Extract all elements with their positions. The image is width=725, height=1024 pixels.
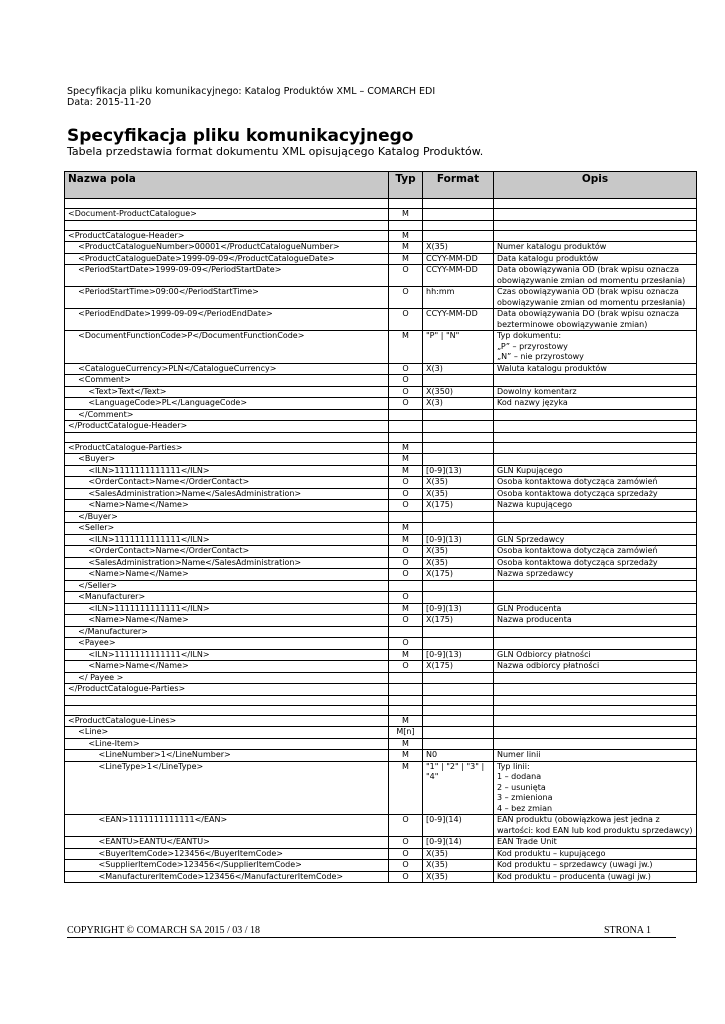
cell-type: [389, 684, 423, 696]
cell-description: [494, 432, 697, 442]
cell-field-name: <Seller>: [65, 523, 389, 535]
cell-type: O: [389, 375, 423, 387]
cell-field-name: </ Payee >: [65, 672, 389, 684]
cell-field-name: <ProductCatalogueDate>1999-09-09</ProductCatalogueDate>: [65, 253, 389, 265]
cell-format: [423, 727, 494, 739]
cell-format: [0-9](14): [423, 815, 494, 837]
cell-field-name: <CatalogueCurrency>PLN</CatalogueCurrency>: [65, 363, 389, 375]
cell-type: O: [389, 398, 423, 410]
cell-description: EAN produktu (obowiązkowa jest jedna z wartości: kod EAN lub kod produktu sprzedawcy): [494, 815, 697, 837]
cell-type: M: [389, 454, 423, 466]
cell-type: M[n]: [389, 727, 423, 739]
table-row: [65, 230, 697, 242]
cell-type: M: [389, 331, 423, 364]
cell-format: [423, 626, 494, 638]
table-row: [65, 209, 697, 221]
table-row: [65, 715, 697, 727]
cell-description: Nazwa producenta: [494, 615, 697, 627]
cell-format: hh:mm: [423, 287, 494, 309]
cell-format: [423, 199, 494, 209]
cell-description: Osoba kontaktowa dotycząca zamówień: [494, 546, 697, 558]
cell-format: [423, 695, 494, 705]
cell-description: Data katalogu produktów: [494, 253, 697, 265]
table-row: [65, 421, 697, 433]
cell-field-name: <PeriodStartDate>1999-09-09</PeriodStartDate>: [65, 265, 389, 287]
cell-type: M: [389, 230, 423, 242]
cell-description: Data obowiązywania OD (brak wpisu oznacza obowiązywanie zmian od momentu przesłania): [494, 265, 697, 287]
table-row: [65, 661, 697, 673]
cell-type: [389, 199, 423, 209]
cell-format: X(3): [423, 363, 494, 375]
cell-format: [0-9](13): [423, 603, 494, 615]
cell-format: X(175): [423, 661, 494, 673]
table-row: [65, 477, 697, 489]
cell-type: [389, 421, 423, 433]
document-header: [67, 86, 435, 108]
cell-type: M: [389, 715, 423, 727]
cell-type: M: [389, 253, 423, 265]
cell-type: [389, 580, 423, 592]
cell-format: [423, 715, 494, 727]
table-row: [65, 727, 697, 739]
cell-type: M: [389, 209, 423, 221]
table-row: [65, 363, 697, 375]
cell-type: O: [389, 488, 423, 500]
cell-field-name: <Comment>: [65, 375, 389, 387]
table-row: [65, 199, 697, 209]
table-row: [65, 603, 697, 615]
cell-type: O: [389, 363, 423, 375]
cell-format: [423, 209, 494, 221]
table-row: [65, 626, 697, 638]
cell-description: Typ dokumentu: „P” – przyrostowy „N” – nie przyrostowy: [494, 331, 697, 364]
table-row: [65, 375, 697, 387]
table-header-row: [65, 172, 697, 199]
table-row: [65, 432, 697, 442]
cell-format: [423, 580, 494, 592]
cell-description: [494, 454, 697, 466]
cell-type: O: [389, 546, 423, 558]
cell-format: X(35): [423, 488, 494, 500]
cell-description: Nazwa kupującego: [494, 500, 697, 512]
column-header-type: Typ: [389, 172, 423, 199]
cell-field-name: <ProductCatalogue-Header>: [65, 230, 389, 242]
cell-field-name: <ILN>1111111111111</ILN>: [65, 534, 389, 546]
cell-description: Dowolny komentarz: [494, 386, 697, 398]
page-title: Specyfikacja pliku komunikacyjnego: [67, 126, 414, 146]
cell-type: M: [389, 603, 423, 615]
cell-description: [494, 442, 697, 454]
cell-field-name: <Manufacturer>: [65, 592, 389, 604]
cell-format: "1" | "2" | "3" | "4": [423, 761, 494, 815]
table-row: [65, 837, 697, 849]
table-row: [65, 534, 697, 546]
cell-description: [494, 727, 697, 739]
cell-format: [423, 592, 494, 604]
cell-description: Data obowiązywania DO (brak wpisu oznacza bezterminowe obowiązywanie zmian): [494, 309, 697, 331]
cell-type: M: [389, 738, 423, 750]
cell-format: [0-9](14): [423, 837, 494, 849]
cell-description: Kod nazwy języka: [494, 398, 697, 410]
cell-format: X(3): [423, 398, 494, 410]
column-header-description: Opis: [494, 172, 697, 199]
cell-format: X(175): [423, 615, 494, 627]
cell-field-name: </Buyer>: [65, 511, 389, 523]
cell-format: [423, 511, 494, 523]
cell-format: [423, 421, 494, 433]
page-subtitle: Tabela przedstawia format dokumentu XML opisującego Katalog Produktów.: [67, 145, 484, 158]
cell-format: [423, 375, 494, 387]
cell-description: Czas obowiązywania OD (brak wpisu oznacza obowiązywanie zmian od momentu przesłania): [494, 287, 697, 309]
cell-type: M: [389, 649, 423, 661]
cell-format: [423, 638, 494, 650]
table-row: [65, 815, 697, 837]
cell-format: [423, 409, 494, 421]
cell-type: O: [389, 661, 423, 673]
cell-description: GLN Odbiorcy płatności: [494, 649, 697, 661]
cell-field-name: <Payee>: [65, 638, 389, 650]
cell-field-name: <PeriodEndDate>1999-09-09</PeriodEndDate>: [65, 309, 389, 331]
cell-format: CCYY-MM-DD: [423, 309, 494, 331]
cell-field-name: <ILN>1111111111111</ILN>: [65, 603, 389, 615]
table-row: [65, 750, 697, 762]
cell-description: GLN Producenta: [494, 603, 697, 615]
cell-type: O: [389, 287, 423, 309]
cell-description: [494, 684, 697, 696]
cell-description: Kod produktu – kupującego: [494, 848, 697, 860]
table-row: [65, 253, 697, 265]
cell-field-name: <Name>Name</Name>: [65, 500, 389, 512]
table-row: [65, 615, 697, 627]
footer-copyright: COPYRIGHT © COMARCH SA 2015 / 03 / 18: [67, 925, 260, 936]
cell-field-name: <SalesAdministration>Name</SalesAdministration>: [65, 488, 389, 500]
cell-format: CCYY-MM-DD: [423, 265, 494, 287]
cell-description: [494, 626, 697, 638]
cell-field-name: <Text>Text</Text>: [65, 386, 389, 398]
cell-description: Nazwa sprzedawcy: [494, 569, 697, 581]
cell-format: X(350): [423, 386, 494, 398]
table-row: [65, 695, 697, 705]
footer-page-number: STRONA 1: [604, 925, 651, 936]
cell-field-name: [65, 695, 389, 705]
cell-type: M: [389, 750, 423, 762]
cell-field-name: [65, 220, 389, 230]
table-row: [65, 331, 697, 364]
cell-description: [494, 672, 697, 684]
cell-type: O: [389, 500, 423, 512]
cell-format: [0-9](13): [423, 534, 494, 546]
cell-type: [389, 695, 423, 705]
cell-type: [389, 705, 423, 715]
column-header-name: Nazwa pola: [65, 172, 389, 199]
table-row: [65, 500, 697, 512]
table-row: [65, 848, 697, 860]
cell-type: O: [389, 848, 423, 860]
cell-type: O: [389, 386, 423, 398]
cell-type: O: [389, 860, 423, 872]
cell-field-name: <Name>Name</Name>: [65, 615, 389, 627]
cell-type: O: [389, 592, 423, 604]
cell-field-name: </Comment>: [65, 409, 389, 421]
cell-field-name: <Name>Name</Name>: [65, 569, 389, 581]
cell-format: [423, 230, 494, 242]
cell-format: [0-9](13): [423, 649, 494, 661]
table-row: [65, 569, 697, 581]
cell-field-name: <ManufacturerItemCode>123456</ManufacturerItemCode>: [65, 871, 389, 883]
cell-description: [494, 738, 697, 750]
cell-format: X(35): [423, 871, 494, 883]
cell-field-name: <PeriodStartTime>09:00</PeriodStartTime>: [65, 287, 389, 309]
cell-format: X(35): [423, 477, 494, 489]
cell-description: [494, 695, 697, 705]
cell-type: [389, 220, 423, 230]
cell-description: Nazwa odbiorcy płatności: [494, 661, 697, 673]
cell-type: O: [389, 837, 423, 849]
table-row: [65, 860, 697, 872]
cell-description: Typ linii: 1 – dodana 2 – usunięta 3 – zmieniona 4 – bez zmian: [494, 761, 697, 815]
cell-format: X(35): [423, 848, 494, 860]
cell-field-name: <OrderContact>Name</OrderContact>: [65, 477, 389, 489]
cell-description: Osoba kontaktowa dotycząca zamówień: [494, 477, 697, 489]
table-row: [65, 649, 697, 661]
cell-format: X(35): [423, 242, 494, 254]
cell-type: [389, 672, 423, 684]
cell-field-name: </Manufacturer>: [65, 626, 389, 638]
cell-description: [494, 421, 697, 433]
table-row: [65, 454, 697, 466]
cell-field-name: <Buyer>: [65, 454, 389, 466]
cell-description: [494, 705, 697, 715]
cell-type: O: [389, 557, 423, 569]
cell-field-name: </ProductCatalogue-Header>: [65, 421, 389, 433]
table-body: [65, 199, 697, 883]
cell-description: Numer linii: [494, 750, 697, 762]
table-row: [65, 638, 697, 650]
cell-description: [494, 592, 697, 604]
spec-table: [64, 171, 697, 883]
cell-field-name: <SupplierItemCode>123456</SupplierItemCode>: [65, 860, 389, 872]
cell-description: [494, 209, 697, 221]
cell-field-name: <SalesAdministration>Name</SalesAdministration>: [65, 557, 389, 569]
cell-format: [423, 738, 494, 750]
cell-field-name: <Line>: [65, 727, 389, 739]
cell-description: [494, 638, 697, 650]
cell-description: Kod produktu – producenta (uwagi jw.): [494, 871, 697, 883]
cell-description: [494, 220, 697, 230]
cell-format: [423, 454, 494, 466]
cell-description: [494, 230, 697, 242]
cell-field-name: <OrderContact>Name</OrderContact>: [65, 546, 389, 558]
cell-format: "P" | "N": [423, 331, 494, 364]
cell-description: [494, 715, 697, 727]
cell-field-name: <ILN>1111111111111</ILN>: [65, 649, 389, 661]
cell-description: Numer katalogu produktów: [494, 242, 697, 254]
cell-description: [494, 580, 697, 592]
table-row: [65, 265, 697, 287]
cell-description: [494, 409, 697, 421]
cell-type: M: [389, 242, 423, 254]
table-row: [65, 398, 697, 410]
cell-format: [423, 432, 494, 442]
cell-field-name: [65, 432, 389, 442]
cell-type: O: [389, 871, 423, 883]
cell-description: Waluta katalogu produktów: [494, 363, 697, 375]
table-row: [65, 309, 697, 331]
header-line-2: Data: 2015-11-20: [67, 97, 152, 108]
cell-format: [423, 684, 494, 696]
table-row: [65, 705, 697, 715]
cell-description: GLN Sprzedawcy: [494, 534, 697, 546]
table-row: [65, 871, 697, 883]
table-row: [65, 546, 697, 558]
table-row: [65, 684, 697, 696]
cell-field-name: <ProductCatalogue-Lines>: [65, 715, 389, 727]
cell-field-name: </Seller>: [65, 580, 389, 592]
cell-type: M: [389, 442, 423, 454]
cell-format: [423, 220, 494, 230]
cell-format: N0: [423, 750, 494, 762]
cell-field-name: <EAN>1111111111111</EAN>: [65, 815, 389, 837]
cell-field-name: <Name>Name</Name>: [65, 661, 389, 673]
table-row: [65, 465, 697, 477]
cell-field-name: <Document-ProductCatalogue>: [65, 209, 389, 221]
cell-field-name: [65, 199, 389, 209]
cell-description: [494, 523, 697, 535]
cell-field-name: <DocumentFunctionCode>P</DocumentFunctionCode>: [65, 331, 389, 364]
table-row: [65, 442, 697, 454]
cell-type: O: [389, 309, 423, 331]
cell-type: [389, 409, 423, 421]
table-row: [65, 761, 697, 815]
table-row: [65, 409, 697, 421]
cell-type: O: [389, 638, 423, 650]
cell-field-name: <LineNumber>1</LineNumber>: [65, 750, 389, 762]
table-row: [65, 557, 697, 569]
cell-field-name: <Line-Item>: [65, 738, 389, 750]
cell-field-name: <ILN>1111111111111</ILN>: [65, 465, 389, 477]
table-row: [65, 242, 697, 254]
cell-type: M: [389, 523, 423, 535]
table-row: [65, 511, 697, 523]
header-line-1: Specyfikacja pliku komunikacyjnego: Katalog Produktów XML – COMARCH EDI: [67, 86, 436, 97]
cell-format: X(175): [423, 569, 494, 581]
cell-format: X(35): [423, 546, 494, 558]
cell-description: [494, 375, 697, 387]
cell-format: CCYY-MM-DD: [423, 253, 494, 265]
cell-description: [494, 511, 697, 523]
cell-type: [389, 511, 423, 523]
cell-field-name: <BuyerItemCode>123456</BuyerItemCode>: [65, 848, 389, 860]
cell-field-name: <LineType>1</LineType>: [65, 761, 389, 815]
cell-description: [494, 199, 697, 209]
cell-type: M: [389, 534, 423, 546]
cell-format: [0-9](13): [423, 465, 494, 477]
cell-field-name: <LanguageCode>PL</LanguageCode>: [65, 398, 389, 410]
cell-format: [423, 705, 494, 715]
cell-description: GLN Kupującego: [494, 465, 697, 477]
table-row: [65, 386, 697, 398]
cell-format: X(35): [423, 557, 494, 569]
cell-description: EAN Trade Unit: [494, 837, 697, 849]
cell-type: M: [389, 761, 423, 815]
cell-type: O: [389, 477, 423, 489]
cell-type: O: [389, 815, 423, 837]
table-row: [65, 220, 697, 230]
cell-format: X(35): [423, 860, 494, 872]
cell-type: O: [389, 615, 423, 627]
cell-type: M: [389, 465, 423, 477]
cell-format: [423, 672, 494, 684]
cell-field-name: <ProductCatalogue-Parties>: [65, 442, 389, 454]
cell-type: O: [389, 265, 423, 287]
cell-format: [423, 442, 494, 454]
cell-type: O: [389, 569, 423, 581]
cell-field-name: [65, 705, 389, 715]
table-row: [65, 672, 697, 684]
table-row: [65, 738, 697, 750]
cell-description: Kod produktu – sprzedawcy (uwagi jw.): [494, 860, 697, 872]
cell-field-name: <ProductCatalogueNumber>00001</ProductCatalogueNumber>: [65, 242, 389, 254]
cell-field-name: </ProductCatalogue-Parties>: [65, 684, 389, 696]
table-row: [65, 592, 697, 604]
table-row: [65, 488, 697, 500]
cell-type: [389, 432, 423, 442]
table-row: [65, 523, 697, 535]
column-header-format: Format: [423, 172, 494, 199]
cell-field-name: <EANTU>EANTU</EANTU>: [65, 837, 389, 849]
cell-format: [423, 523, 494, 535]
cell-description: Osoba kontaktowa dotycząca sprzedaży: [494, 488, 697, 500]
cell-type: [389, 626, 423, 638]
table-row: [65, 287, 697, 309]
cell-format: X(175): [423, 500, 494, 512]
footer-divider: [67, 937, 676, 938]
table-row: [65, 580, 697, 592]
cell-description: Osoba kontaktowa dotycząca sprzedaży: [494, 557, 697, 569]
